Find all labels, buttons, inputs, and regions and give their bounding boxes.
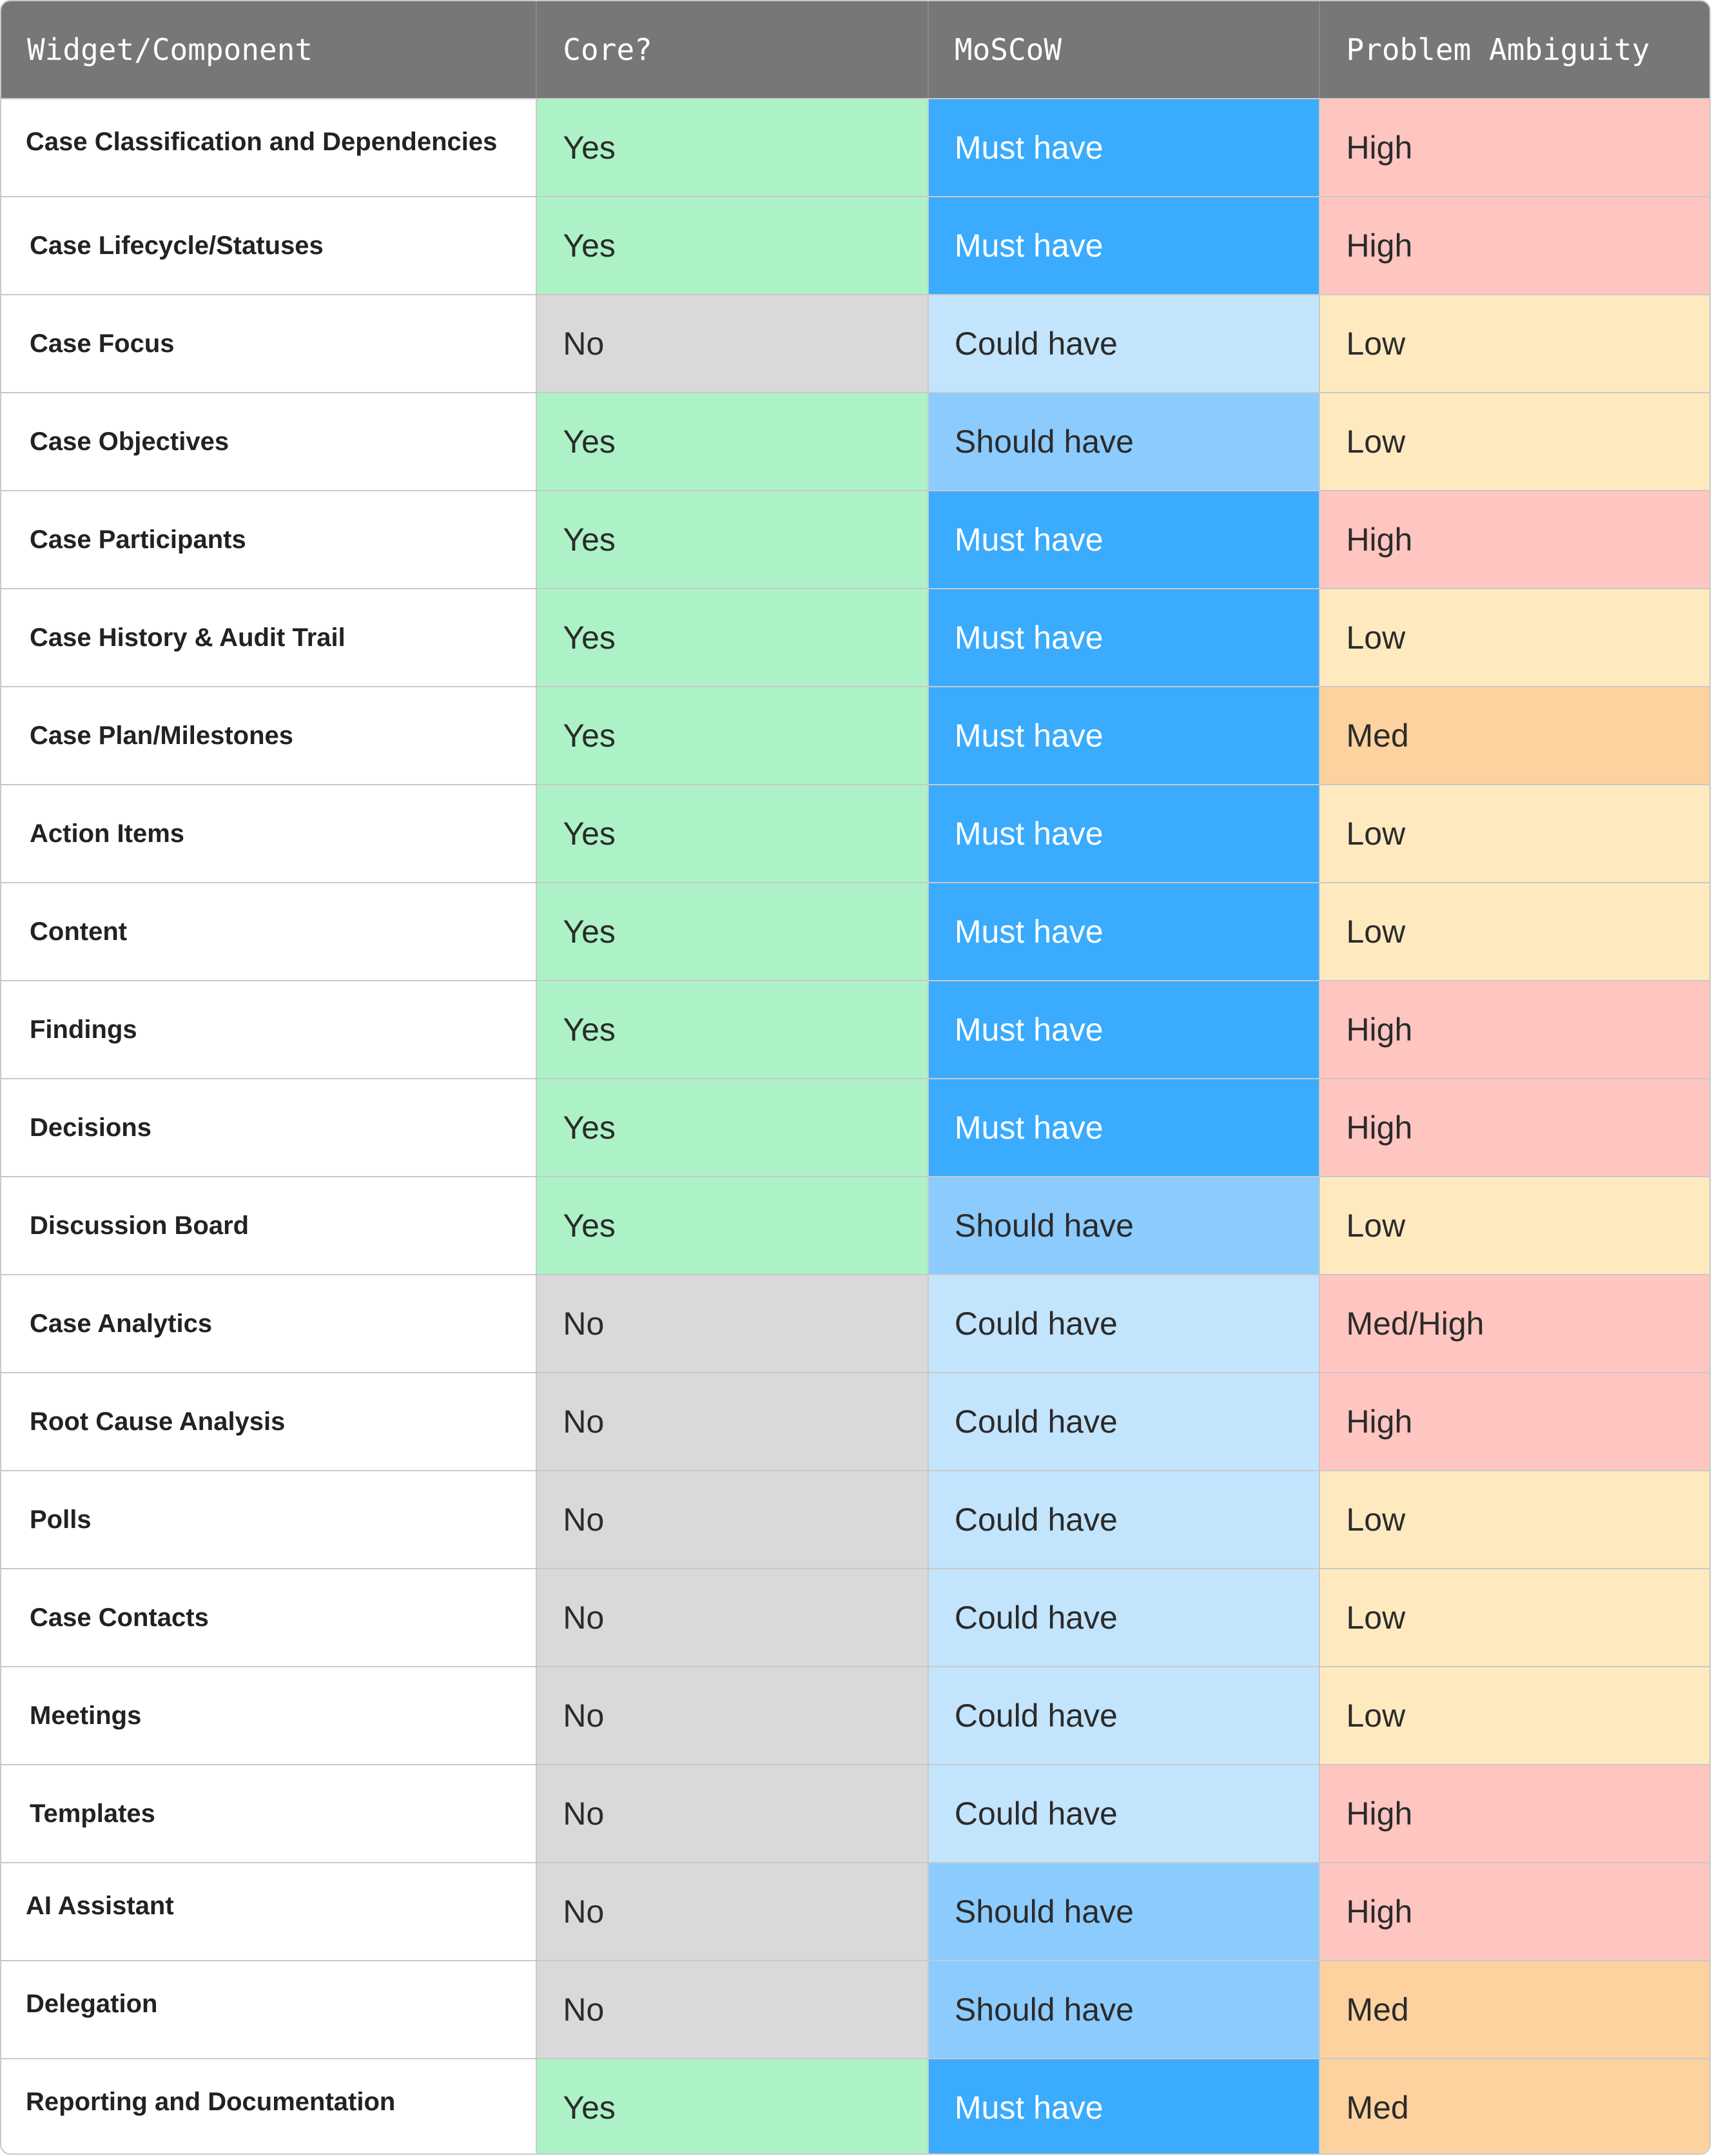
component-name: Case Plan/Milestones — [1, 687, 536, 784]
moscow-priority: Should have — [928, 1177, 1319, 1274]
component-name: Content — [1, 883, 536, 980]
moscow-priority: Must have — [928, 785, 1319, 882]
table-row — [1, 392, 1709, 490]
moscow-priority: Should have — [928, 1961, 1319, 2058]
problem-ambiguity: Low — [1319, 1667, 1709, 1764]
problem-ambiguity: High — [1319, 1863, 1709, 1960]
table-row — [1, 784, 1709, 882]
component-name: Case Classification and Dependencies — [1, 99, 536, 196]
core-status: No — [536, 1373, 928, 1470]
core-status: Yes — [536, 491, 928, 588]
moscow-priority: Must have — [928, 197, 1319, 294]
core-status: Yes — [536, 785, 928, 882]
moscow-priority: Must have — [928, 491, 1319, 588]
component-name: Polls — [1, 1471, 536, 1568]
moscow-priority: Could have — [928, 1373, 1319, 1470]
moscow-priority: Could have — [928, 1569, 1319, 1666]
problem-ambiguity: Low — [1319, 1471, 1709, 1568]
table-row — [1, 1470, 1709, 1568]
core-status: Yes — [536, 687, 928, 784]
problem-ambiguity: Low — [1319, 883, 1709, 980]
moscow-priority: Could have — [928, 1275, 1319, 1372]
header-problem-ambiguity: Problem Ambiguity — [1319, 1, 1709, 98]
core-status: No — [536, 1569, 928, 1666]
moscow-priority: Should have — [928, 1863, 1319, 1960]
table-row — [1, 1176, 1709, 1274]
problem-ambiguity: High — [1319, 99, 1709, 196]
component-name: AI Assistant — [1, 1863, 536, 1960]
component-name: Findings — [1, 981, 536, 1078]
core-status: No — [536, 1961, 928, 2058]
header-core: Core? — [536, 1, 928, 98]
table-row — [1, 1764, 1709, 1862]
problem-ambiguity: High — [1319, 491, 1709, 588]
moscow-priority: Must have — [928, 99, 1319, 196]
table-row — [1, 588, 1709, 686]
table-row — [1, 196, 1709, 294]
problem-ambiguity: High — [1319, 1079, 1709, 1176]
problem-ambiguity: Low — [1319, 1177, 1709, 1274]
table-row — [1, 490, 1709, 588]
table-row — [1, 686, 1709, 784]
component-name: Case Objectives — [1, 393, 536, 490]
moscow-priority: Must have — [928, 883, 1319, 980]
component-name: Case Lifecycle/Statuses — [1, 197, 536, 294]
problem-ambiguity: High — [1319, 1373, 1709, 1470]
core-status: No — [536, 1471, 928, 1568]
core-status: No — [536, 1863, 928, 1960]
component-name: Root Cause Analysis — [1, 1373, 536, 1470]
core-status: Yes — [536, 393, 928, 490]
moscow-priority: Must have — [928, 589, 1319, 686]
table-row — [1, 882, 1709, 980]
header-widget-component: Widget/Component — [27, 32, 313, 67]
component-name: Case Focus — [1, 295, 536, 392]
problem-ambiguity: Low — [1319, 295, 1709, 392]
table-row — [1, 98, 1709, 196]
table-row — [1, 294, 1709, 392]
table-row — [1, 1078, 1709, 1176]
problem-ambiguity: Med — [1319, 1961, 1709, 2058]
core-status: Yes — [536, 589, 928, 686]
component-name: Case History & Audit Trail — [1, 589, 536, 686]
component-name: Decisions — [1, 1079, 536, 1176]
problem-ambiguity: Low — [1319, 1569, 1709, 1666]
problem-ambiguity: Med/High — [1319, 1275, 1709, 1372]
table-row — [1, 1666, 1709, 1764]
moscow-priority: Must have — [928, 2059, 1319, 2155]
table-row — [1, 1568, 1709, 1666]
problem-ambiguity: High — [1319, 197, 1709, 294]
component-name: Meetings — [1, 1667, 536, 1764]
core-status: Yes — [536, 2059, 928, 2155]
component-name: Discussion Board — [1, 1177, 536, 1274]
component-name: Case Participants — [1, 491, 536, 588]
core-status: Yes — [536, 99, 928, 196]
component-name: Case Analytics — [1, 1275, 536, 1372]
header-moscow: MoSCoW — [928, 1, 1319, 98]
problem-ambiguity: Low — [1319, 393, 1709, 490]
problem-ambiguity: Low — [1319, 785, 1709, 882]
component-name: Templates — [1, 1765, 536, 1862]
component-name: Delegation — [1, 1961, 536, 2058]
problem-ambiguity: High — [1319, 1765, 1709, 1862]
core-status: No — [536, 1275, 928, 1372]
moscow-priority: Could have — [928, 1471, 1319, 1568]
table-body — [1, 98, 1709, 2155]
table-row — [1, 1960, 1709, 2058]
core-status: Yes — [536, 197, 928, 294]
table-row — [1, 980, 1709, 1078]
moscow-priority: Could have — [928, 1765, 1319, 1862]
table-row — [1, 1274, 1709, 1372]
table-row — [1, 1372, 1709, 1470]
table-header — [1, 1, 1709, 98]
problem-ambiguity: Med — [1319, 2059, 1709, 2155]
moscow-priority: Must have — [928, 981, 1319, 1078]
moscow-priority: Could have — [928, 295, 1319, 392]
moscow-priority: Could have — [928, 1667, 1319, 1764]
problem-ambiguity: High — [1319, 981, 1709, 1078]
core-status: No — [536, 295, 928, 392]
core-status: Yes — [536, 1079, 928, 1176]
table-row — [1, 2058, 1709, 2155]
table-row — [1, 1862, 1709, 1960]
core-status: Yes — [536, 883, 928, 980]
component-name: Case Contacts — [1, 1569, 536, 1666]
core-status: No — [536, 1765, 928, 1862]
moscow-priority: Must have — [928, 687, 1319, 784]
core-status: Yes — [536, 981, 928, 1078]
component-name: Action Items — [1, 785, 536, 882]
component-name: Reporting and Documentation — [1, 2059, 536, 2155]
moscow-priority: Should have — [928, 393, 1319, 490]
problem-ambiguity: Med — [1319, 687, 1709, 784]
moscow-priority: Must have — [928, 1079, 1319, 1176]
core-status: Yes — [536, 1177, 928, 1274]
core-status: No — [536, 1667, 928, 1764]
problem-ambiguity: Low — [1319, 589, 1709, 686]
